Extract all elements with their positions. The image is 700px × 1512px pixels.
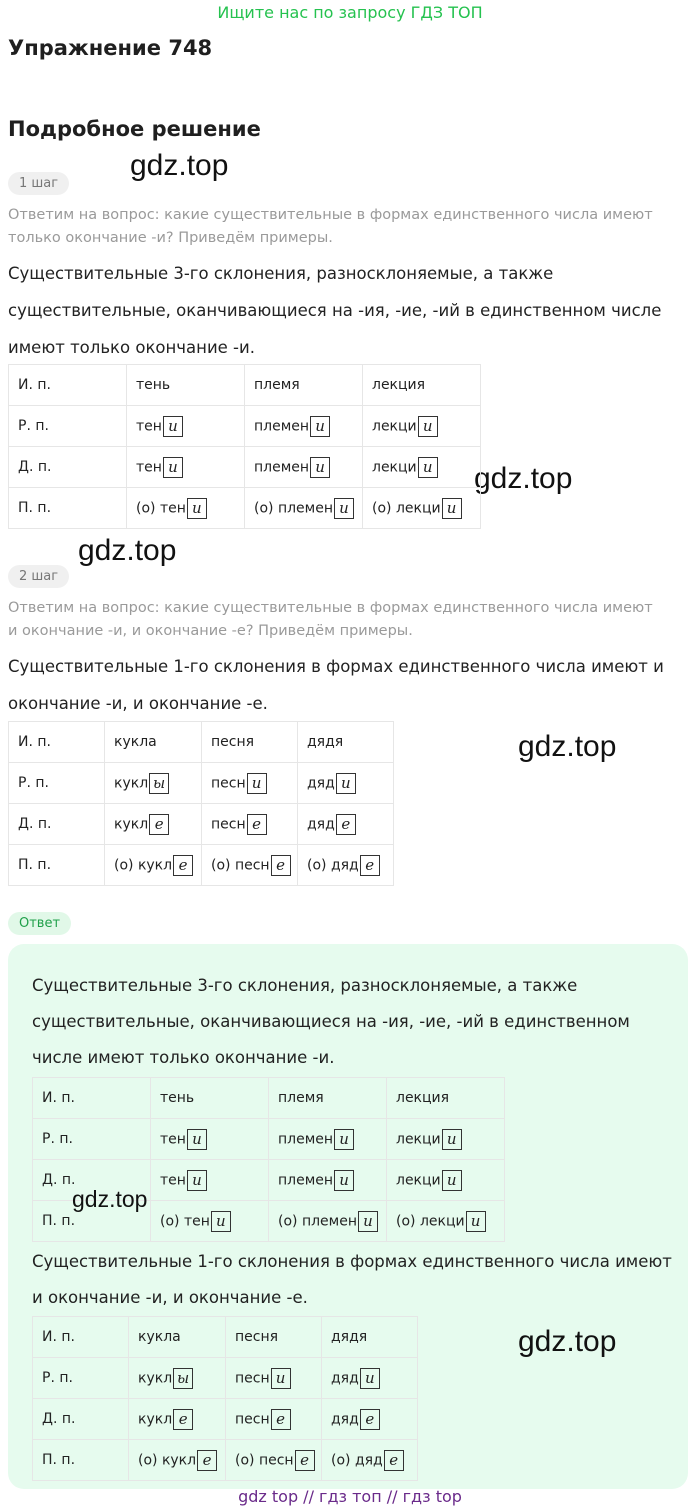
table-row [9,488,481,529]
section-title: Подробное решение [8,117,261,141]
case-label: П. п. [42,1452,76,1468]
step-2-question: Ответим на вопрос: какие существительные в формах единственного числа имеют и окончание -и, и окончание -е? Приведём примеры. [8,600,653,639]
ending-box: и [187,1170,207,1191]
table-cell [127,447,245,488]
ending-box: и [336,773,356,794]
table-cell [129,1399,226,1440]
word-stem: лекци [396,1172,441,1188]
table-cell [105,845,202,886]
ending-box: и [247,773,267,794]
table-cell [202,845,298,886]
table-cell [387,1078,505,1119]
word-stem: песн [235,1411,270,1427]
answer-statement-1: Существительные 3-го склонения, разносклоняемые, а также существительные, оканчивающиеся на -ия, -ие, -ий в единственном числе имеют только окончание -и. [32,976,630,1067]
ending-box: и [442,1129,462,1150]
case-label: И. п. [18,734,51,750]
word-stem: (о) тен [136,500,186,516]
ending-box: е [173,1409,193,1430]
word-stem: племен [254,459,310,475]
ending-box: и [310,416,330,437]
step-2-statement: Существительные 1-го склонения в формах единственного числа имеют и окончание -и, и окончание -е. [8,657,664,713]
ending-box: и [442,1170,462,1191]
word-stem: (о) лекци [372,500,441,516]
table-cell [322,1399,418,1440]
footer-links[interactable]: gdz top // гдз топ // гдз top [238,1487,462,1506]
page-title: Упражнение 748 [8,36,213,60]
table-cell [245,406,363,447]
search-banner[interactable]: Ищите нас по запросу ГДЗ ТОП [217,3,483,22]
table-row [9,447,481,488]
table-cell [202,763,298,804]
case-label: Р. п. [42,1131,73,1147]
answer-declension-table-1 [32,1077,505,1242]
word-stem: племя [278,1090,324,1106]
word-stem: дядя [331,1329,368,1345]
case-label: Р. п. [42,1370,73,1386]
table-cell [127,406,245,447]
ending-box: е [173,855,193,876]
table-cell [245,365,363,406]
word-stem: песн [211,816,246,832]
table-cell [151,1078,269,1119]
table-cell [129,1440,226,1481]
table-cell [129,1317,226,1358]
ending-box: и [187,498,207,519]
case-label: Д. п. [18,816,52,832]
table-cell [363,365,481,406]
table-cell [322,1317,418,1358]
table-cell [298,763,394,804]
word-stem: тень [136,377,171,393]
word-stem: песн [235,1370,270,1386]
table-cell [105,722,202,763]
table-row [9,722,394,763]
ending-box: и [418,457,438,478]
ending-box: и [187,1129,207,1150]
ending-box: и [358,1211,378,1232]
ending-box: и [271,1368,291,1389]
ending-box: и [466,1211,486,1232]
table-row [33,1119,505,1160]
ending-box: е [360,1409,380,1430]
word-stem: (о) песн [235,1452,294,1468]
word-stem: (о) тен [160,1213,210,1229]
word-stem: тен [160,1172,186,1188]
word-stem: лекци [396,1131,441,1147]
ending-box: ы [149,773,169,794]
table-row [33,1440,418,1481]
word-stem: кукл [138,1370,173,1386]
ending-box: ы [173,1368,193,1389]
word-stem: тен [160,1131,186,1147]
declension-table-2 [8,721,394,886]
table-row [33,1358,418,1399]
answer-statement-2: Существительные 1-го склонения в формах единственного числа имеют и окончание -и, и окончание -е. [32,1252,672,1307]
step-1-question: Ответим на вопрос: какие существительные в формах единственного числа имеют только окончание -и? Приведём примеры. [8,207,653,246]
table-cell [151,1160,269,1201]
answer-badge: Ответ [8,912,71,935]
word-stem: (о) лекци [396,1213,465,1229]
case-label: П. п. [42,1213,76,1229]
word-stem: племен [278,1172,334,1188]
word-stem: лекци [372,459,417,475]
table-cell [151,1201,269,1242]
table-cell [269,1160,387,1201]
table-cell [322,1358,418,1399]
table-cell [226,1399,322,1440]
word-stem: песня [235,1329,279,1345]
table-row [9,365,481,406]
ending-box: и [334,1129,354,1150]
word-stem: племен [278,1131,334,1147]
watermark: gdz.top [72,1186,148,1212]
table-row [33,1317,418,1358]
ending-box: и [163,457,183,478]
ending-box: и [211,1211,231,1232]
table-cell [269,1078,387,1119]
case-label: Р. п. [18,775,49,791]
table-cell [387,1160,505,1201]
word-stem: песня [211,734,255,750]
table-row [33,1078,505,1119]
case-label: И. п. [18,377,51,393]
ending-box: и [418,416,438,437]
step-1-badge: 1 шаг [8,172,69,195]
answer-declension-table-2 [32,1316,418,1481]
word-stem: кукл [114,816,149,832]
case-label: Д. п. [18,459,52,475]
word-stem: дяд [307,816,335,832]
ending-box: и [360,1368,380,1389]
word-stem: кукла [114,734,157,750]
ending-box: е [271,855,291,876]
word-stem: дядя [307,734,344,750]
table-cell [322,1440,418,1481]
table-cell [269,1119,387,1160]
word-stem: (о) племен [254,500,333,516]
table-cell [269,1201,387,1242]
ending-box: и [442,498,462,519]
declension-table-1 [8,364,481,529]
table-row [9,406,481,447]
table-row [9,763,394,804]
word-stem: лекция [372,377,426,393]
word-stem: тен [136,418,162,434]
ending-box: и [334,498,354,519]
case-label: П. п. [18,500,52,516]
word-stem: кукл [114,775,149,791]
watermark: gdz.top [518,730,617,763]
watermark: gdz.top [78,534,177,567]
table-cell [387,1119,505,1160]
table-cell [363,447,481,488]
case-label: Д. п. [42,1172,76,1188]
table-cell [363,406,481,447]
word-stem: племя [254,377,300,393]
case-label: П. п. [18,857,52,873]
table-row [9,804,394,845]
table-cell [226,1358,322,1399]
table-cell [245,447,363,488]
word-stem: тень [160,1090,195,1106]
ending-box: е [384,1450,404,1471]
table-cell [387,1201,505,1242]
watermark: gdz.top [130,149,229,182]
word-stem: тен [136,459,162,475]
ending-box: е [295,1450,315,1471]
table-row [33,1399,418,1440]
word-stem: дяд [331,1370,359,1386]
table-row [9,845,394,886]
watermark: gdz.top [518,1325,617,1358]
table-cell [298,804,394,845]
watermark: gdz.top [474,462,573,495]
step-2-badge: 2 шаг [8,565,69,588]
word-stem: лекци [372,418,417,434]
word-stem: лекция [396,1090,450,1106]
case-label: И. п. [42,1329,75,1345]
table-cell [298,845,394,886]
ending-box: и [310,457,330,478]
table-cell [105,804,202,845]
ending-box: е [360,855,380,876]
table-cell [226,1317,322,1358]
table-cell [202,722,298,763]
word-stem: дяд [307,775,335,791]
ending-box: е [197,1450,217,1471]
ending-box: е [336,814,356,835]
case-label: И. п. [42,1090,75,1106]
ending-box: е [247,814,267,835]
table-cell [105,763,202,804]
word-stem: кукл [138,1411,173,1427]
ending-box: и [163,416,183,437]
word-stem: кукла [138,1329,181,1345]
word-stem: племен [254,418,310,434]
ending-box: е [149,814,169,835]
table-cell [226,1440,322,1481]
table-cell [129,1358,226,1399]
word-stem: (о) племен [278,1213,357,1229]
table-cell [151,1119,269,1160]
ending-box: е [271,1409,291,1430]
case-label: Р. п. [18,418,49,434]
word-stem: песн [211,775,246,791]
table-cell [127,488,245,529]
word-stem: (о) дяд [307,857,359,873]
ending-box: и [334,1170,354,1191]
word-stem: (о) кукл [138,1452,197,1468]
table-cell [363,488,481,529]
word-stem: дяд [331,1411,359,1427]
table-cell [298,722,394,763]
word-stem: (о) песн [211,857,270,873]
table-cell [127,365,245,406]
table-cell [202,804,298,845]
table-cell [245,488,363,529]
word-stem: (о) кукл [114,857,173,873]
word-stem: (о) дяд [331,1452,383,1468]
case-label: Д. п. [42,1411,76,1427]
step-1-statement: Существительные 3-го склонения, разносклоняемые, а также существительные, оканчивающиеся на -ия, -ие, -ий в единственном числе имеют только окончание -и. [8,264,662,357]
